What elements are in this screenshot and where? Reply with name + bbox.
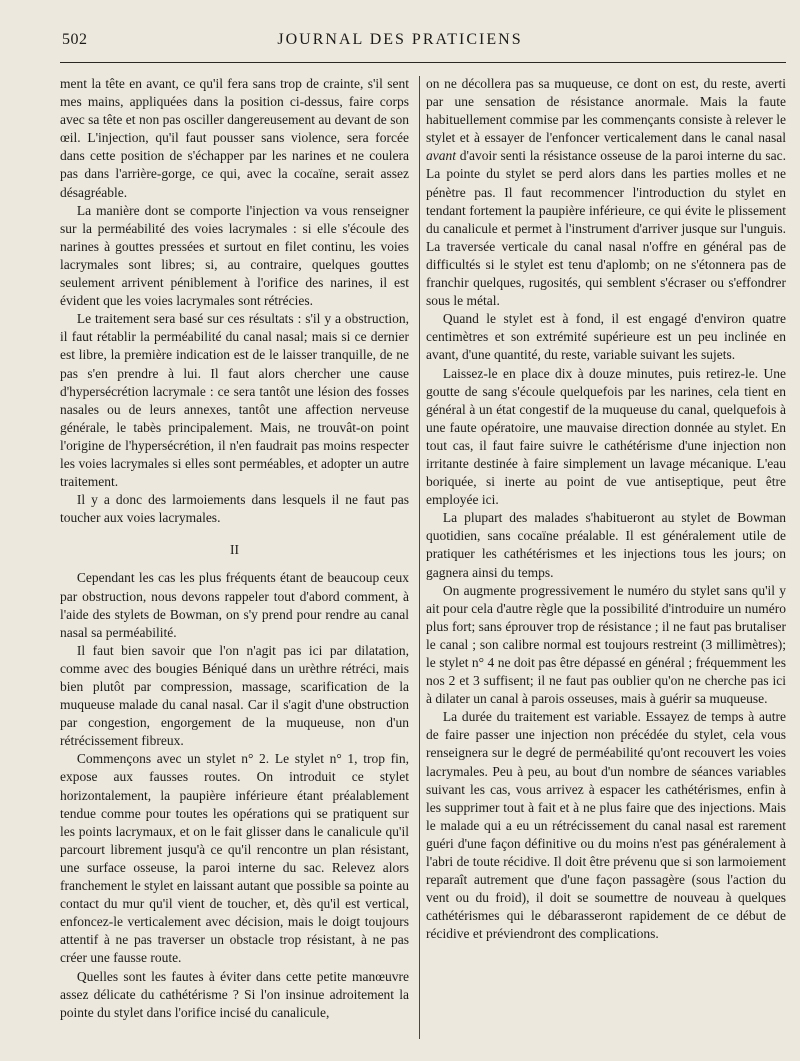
paragraph-text: on ne décollera pas sa muqueuse, ce dont on est, du reste, averti par une sensation de résistance anormale. Mais la faute habituellement commise par les commençants consiste à relever le stylet et à essayer de l'enfoncer verticalement dans le canal nasal xyxy=(426,76,786,146)
paragraph: Laissez-le en place dix à douze minutes, puis retirez-le. Une goutte de sang s'écoule quelquefois par les narines, cela tient en général à un état congestif de la muqueuse du canal, quelquefois à une faute opératoire, une mauvaise direction donnée au stylet. En tout cas, il faut faire suivre le cathétérisme d'une injection non irritante destinée à faire simplement un lavage mécanique. L'eau boriquée, si inerte au point de vue antiseptique, peut être employée ici. xyxy=(426,365,786,508)
paragraph: Le traitement sera basé sur ces résultats : s'il y a obstruction, il faut rétablir la perméabilité du canal nasal; mais si ce dernier est libre, la première indication est de le laisser tranquille, de ne pas s'en prendre à lui. Il faut alors chercher une cause d'hypersécrétion lacrymale : ce sera tantôt une lésion des fosses nasales ou de leurs annexes, tantôt une affection nerveuse générale, le tabès principalement. Mais, ne trouvât-on point l'origine de l'hypersécrétion, il n'en faudrait pas moins respecter les voies lacrymales si elles sont perméables, et adopter un autre traitement. xyxy=(60,311,409,490)
paragraph: Quelles sont les fautes à éviter dans cette petite manœuvre assez délicate du cathétérisme ? Si l'on insinue adroitement la pointe du stylet dans l'orifice incisé du canalicule, xyxy=(60,968,409,1020)
paragraph: On augmente progressivement le numéro du stylet sans qu'il y ait pour cela d'autre règle que la possibilité d'introduire un numéro plus fort; sans éprouver trop de résistance ; il ne faut pas brutaliser le canal ; son calibre normal est toujours restreint (3 millimètres); le stylet n° 4 ne doit pas être dépassé en général ; fréquemment les nos 2 et 3 suffisent; il ne faut pas oublier qu'on ne cherche pas ici à dilater un canal à parois osseuses, mais à guérir sa muqueuse. xyxy=(426,582,786,707)
paragraph: ment la tête en avant, ce qu'il fera sans trop de crainte, s'il sent mes mains, appliquées dans la position ci-dessus, faire corps avec sa tête et non pas osciller dangereusement au devant de son œil. L'injection, qu'il faut pousser sans violence, sera forcée dans cette position de s'échapper par les narines et ne coulera pas dans l'arrière-gorge, ce qui, avec la cocaïne, serait assez désagréable. xyxy=(60,76,409,200)
paragraph: Il faut bien savoir que l'on n'agit pas ici par dilatation, comme avec des bougies Béniqué dans un urèthre rétréci, mais bien plutôt par compression, massage, scarification de la muqueuse malade du canal nasal. Car il s'agit d'une obstruction par congestion, engorgement de la muqueuse, non d'un rétrécissement fibreux. xyxy=(60,642,409,749)
paragraph: Quand le stylet est à fond, il est engagé d'environ quatre centimètres et son extrémité supérieure est un peu inclinée en avant, d'une quantité, du reste, variable suivant les sujets. xyxy=(426,311,786,363)
running-title: JOURNAL DES PRATICIENS xyxy=(277,31,523,48)
paragraph xyxy=(426,75,786,310)
paragraph: La manière dont se comporte l'injection va vous renseigner sur la perméabilité des voies lacrymales : si elle s'écoule des narines à gouttes pressées et surtout en filet continu, les voies lacrymales sont libres; si, au contraire, quelques gouttes seulement arrivent péniblement à l'orifice des narines, il est évident que les voies lacrymales sont rétrécies. xyxy=(60,202,409,309)
paragraph-text: d'avoir senti la résistance osseuse de la paroi interne du sac. La pointe du stylet se perd alors dans les parties molles et ne pénètre pas. Il faut recommencer l'introduction du stylet en tendant fortement la paupière inférieure, ce qui évite le plissement du canalicule et permet à l'instrument d'arriver jusque sur l'unguis. La traversée verticale du canal nasal n'offre en général pas de difficultés si le stylet est tenu d'aplomb; on ne s'étonnera pas de franchir quelques, rugosités, qui semblent s'écraser ou s'effondrer sous le métal. xyxy=(426,148,786,309)
right-column xyxy=(426,75,786,944)
paragraph: La plupart des malades s'habitueront au stylet de Bowman quotidien, sans cocaïne préalable. Il est généralement utile de pratiquer les cathétérismes et les injections tous les jours; on gagnera ainsi du temps. xyxy=(426,510,786,580)
paragraph: Commençons avec un stylet n° 2. Le stylet n° 1, trop fin, expose aux fausses routes. On introduit ce stylet horizontalement, la paupière inférieure étant préalablement tendue comme pour toutes les opérations qui se pratiquent sur les points lacrymaux, et on le fait glisser dans le canalicule qu'il parcourt librement jusqu'à ce qu'il rencontre un plan résistant, une surface osseuse, la paroi interne du sac. Relevez alors franchement le stylet en laissant autant que possible sa pointe au contact du mur qu'il vient de toucher, et, dès qu'il est vertical, enfoncez-le verticalement avec décision, mais le doigt toujours attentif à ne pas traverser un obstacle trop résistant, à ne pas créer une fausse route. xyxy=(60,751,409,966)
paragraph: Il y a donc des larmoiements dans lesquels il ne faut pas toucher aux voies lacrymales. xyxy=(60,492,409,526)
left-column xyxy=(60,75,409,1022)
paragraph: Cependant les cas les plus fréquents étant de beaucoup ceux par obstruction, nous devons rappeler tout d'abord comment, à l'aide des stylets de Bowman, on s'y prend pour rendre au canal nasal sa perméabilité. xyxy=(60,570,409,640)
paragraph: La durée du traitement est variable. Essayez de temps à autre de faire passer une injection non précédée du stylet, cela vous renseignera sur le degré de perméabilité qu'ont recouvert les voies lacrymales. Peu à peu, au bout d'un nombre de séances variables suivant les cas, vous arrivez à espacer les cathétérismes, enfin à les supprimer tout à fait et à ne plus faire que des injections. Mais le malade qui a eu un rétrécissement du canal nasal est rarement guéri d'une façon définitive ou du moins n'est pas généralement à l'abri de toute récidive. Il doit être prévenu que si son larmoiement reparaît autrement que d'une façon passagère (sous l'action du vent ou du froid), il doit se soumettre de nouveau à quelques cathétérismes qui le débarasseront rapidement de ce début de récidive et préviendront des complications. xyxy=(426,709,786,942)
header-rule xyxy=(60,62,786,63)
section-number: II xyxy=(230,542,239,558)
page-number: 502 xyxy=(62,31,88,48)
column-divider xyxy=(419,76,420,1039)
emphasis-text: avant xyxy=(426,148,456,164)
